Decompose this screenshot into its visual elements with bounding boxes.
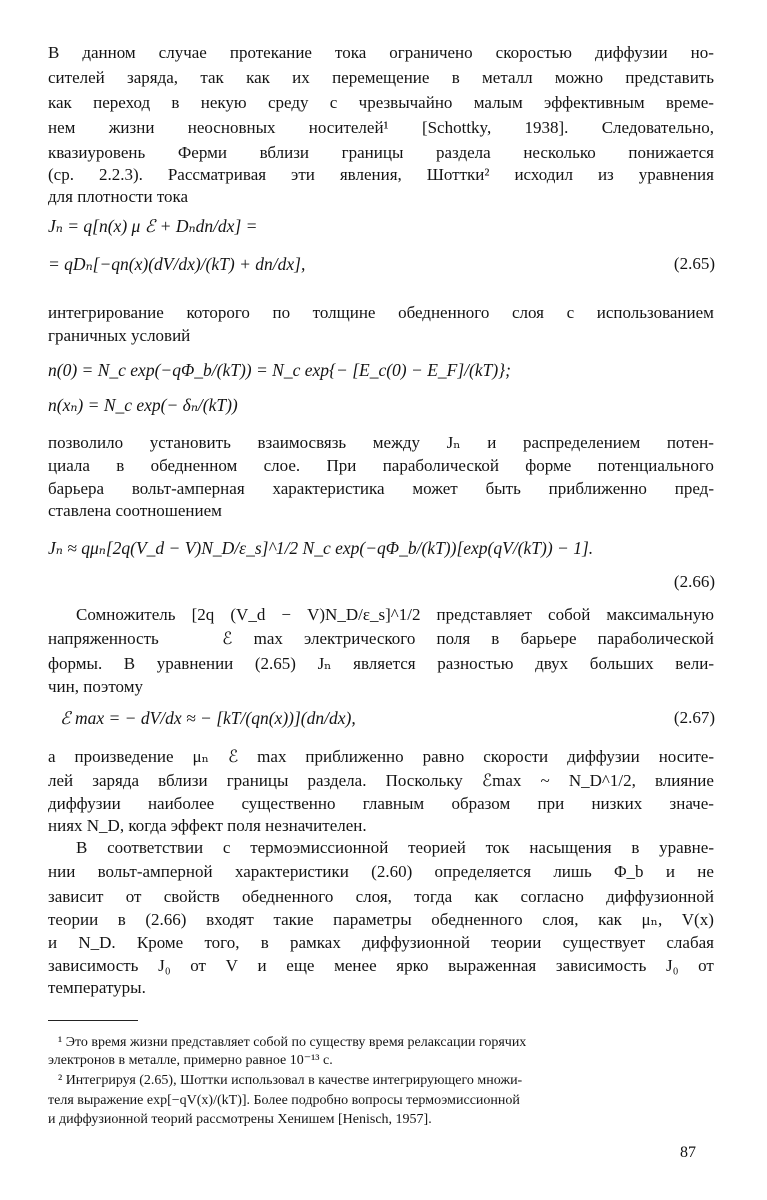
equation-number: (2.67)	[673, 708, 715, 727]
paragraph-line: как переход в некую среду с чрезвычайно малым эффективным време-	[48, 93, 714, 112]
paragraph-line: сителей заряда, так как их перемещение в металл можно представить	[48, 68, 714, 87]
equation-2-66: Jₙ ≈ qμₙ[2q(V_d − V)N_D/ε_s]^1/2 N_c exp(−qΦ_b/(kT))[exp(qV/(kT)) − 1].	[48, 538, 594, 558]
page-number: 87	[680, 1144, 696, 1161]
paragraph-line: квазиуровень Ферми вблизи границы раздела несколько понижается	[48, 143, 714, 162]
paragraph-line: интегрирование которого по толщине обедненного слоя с использованием	[48, 303, 714, 322]
paragraph-line: температуры.	[48, 978, 146, 997]
equation-number: (2.65)	[673, 254, 715, 273]
paragraph-line: чин, поэтому	[48, 677, 143, 696]
paragraph-line: циала в обедненном слое. При параболической форме потенциального	[48, 456, 714, 475]
paragraph-line: нии вольт-амперной характеристики (2.60) определяется лишь Φ_b и не	[48, 862, 714, 881]
paragraph-line: В данном случае протекание тока ограничено скоростью диффузии но-	[48, 43, 714, 62]
boundary-condition-2: n(xₙ) = N_c exp(− δₙ/(kT))	[48, 395, 238, 415]
footnote-line: электронов в металле, примерно равное 10⁻¹³ с.	[48, 1053, 333, 1068]
paragraph-line: для плотности тока	[48, 187, 189, 206]
paragraph-line: ниях N_D, когда эффект поля незначителен.	[48, 816, 367, 835]
paragraph-line: теории в (2.66) входят такие параметры обедненного слоя, как μₙ, V(x)	[48, 910, 714, 929]
equation-number: (2.66)	[673, 572, 715, 591]
paragraph-line: В соответствии с термоэмиссионной теорией ток насыщения в уравне-	[76, 838, 714, 857]
paragraph-line: зависимость J₀ от V и еще менее ярко выраженная зависимость J₀ от	[48, 956, 714, 975]
paragraph-line: формы. В уравнении (2.65) Jₙ является разностью двух больших вели-	[48, 654, 714, 673]
paragraph-line: (ср. 2.2.3). Рассматривая эти явления, Шоттки² исходил из уравнения	[48, 165, 714, 184]
equation-2-65-line1: Jₙ = q[n(x) μ ℰ + Dₙdn/dx] =	[48, 216, 258, 236]
footnote-line: ² Интегрируя (2.65), Шоттки использовал в качестве интегрирующего множи-	[58, 1073, 523, 1088]
footnote-line: теля выражение exp[−qV(x)/(kT)]. Более подробно вопросы термоэмиссионной	[48, 1093, 520, 1108]
paragraph-line: Сомножитель [2q (V_d − V)N_D/ε_s]^1/2 представляет собой максимальную	[76, 605, 714, 624]
footnote-line: и диффузионной теорий рассмотрены Хенишем [Henisch, 1957].	[48, 1112, 432, 1127]
equation-2-67: ℰ max = − dV/dx ≈ − [kT/(qn(x))](dn/dx),	[60, 708, 356, 728]
paragraph-line: барьера вольт-амперная характеристика может быть приближенно пред-	[48, 479, 714, 498]
paragraph-line: ставлена соотношением	[48, 501, 222, 520]
paragraph-line: и N_D. Кроме того, в рамках диффузионной теории существует слабая	[48, 933, 714, 952]
equation-2-65-line2: = qDₙ[−qn(x)(dV/dx)/(kT) + dn/dx],	[48, 254, 306, 274]
boundary-condition-1: n(0) = N_c exp(−qΦ_b/(kT)) = N_c exp{− [E_c(0) − E_F]/(kT)};	[48, 360, 511, 380]
paragraph-line: а произведение μₙ ℰ max приближенно равно скорости диффузии носите-	[48, 747, 714, 766]
paragraph-line: позволило установить взаимосвязь между Jₙ и распределением потен-	[48, 433, 714, 452]
paragraph-line: зависит от свойств обедненного слоя, тогда как согласно диффузионной	[48, 887, 714, 906]
footnote-divider	[48, 1020, 138, 1021]
paragraph-line: напряженность ℰ max электрического поля в барьере параболической	[48, 629, 714, 648]
paragraph-line: лей заряда вблизи границы раздела. Поскольку ℰmax ~ N_D^1/2, влияние	[48, 771, 714, 790]
paragraph-line: граничных условий	[48, 326, 191, 345]
paragraph-line: диффузии наиболее существенно главным образом при низких значе-	[48, 794, 714, 813]
footnote-line: ¹ Это время жизни представляет собой по существу время релаксации горячих	[58, 1035, 527, 1050]
paragraph-line: нем жизни неосновных носителей¹ [Schottky, 1938]. Следовательно,	[48, 118, 714, 137]
